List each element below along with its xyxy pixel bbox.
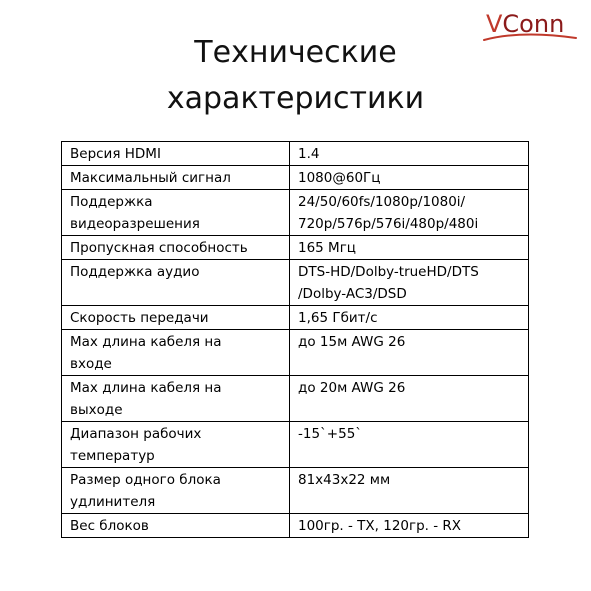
spec-label: Max длина кабеля на выходе	[62, 376, 290, 422]
spec-value: 1,65 Гбит/с	[290, 306, 529, 330]
spec-label: Диапазон рабочих температур	[62, 422, 290, 468]
logo-letter-v: V	[486, 10, 503, 38]
table-row	[62, 306, 529, 330]
specifications-table	[61, 141, 529, 538]
spec-value: 100гр. - TX, 120гр. - RX	[290, 514, 529, 538]
page-title-line-1: Технические	[194, 35, 397, 70]
spec-label: Вес блоков	[62, 514, 290, 538]
spec-label: Размер одного блока удлинителя	[62, 468, 290, 514]
spec-value: до 15м AWG 26	[290, 330, 529, 376]
spec-value: 165 Мгц	[290, 236, 529, 260]
table-row	[62, 330, 529, 376]
table-row	[62, 468, 529, 514]
spec-value: 1.4	[290, 142, 529, 166]
spec-label: Поддержка видеоразрешения	[62, 190, 290, 236]
spec-value: DTS-HD/Dolby-trueHD/DTS /Dolby-AC3/DSD	[290, 260, 529, 306]
table-row	[62, 514, 529, 538]
spec-value: 24/50/60fs/1080p/1080i/ 720p/576p/576i/480p/480i	[290, 190, 529, 236]
table-row	[62, 166, 529, 190]
table-row	[62, 236, 529, 260]
page-title-line-2: характеристики	[166, 81, 425, 116]
spec-label: Максимальный сигнал	[62, 166, 290, 190]
spec-label: Max длина кабеля на входе	[62, 330, 290, 376]
spec-value: до 20м AWG 26	[290, 376, 529, 422]
spec-value: -15`+55`	[290, 422, 529, 468]
table-row	[62, 190, 529, 236]
table-row	[62, 142, 529, 166]
spec-label: Скорость передачи	[62, 306, 290, 330]
spec-label: Поддержка аудио	[62, 260, 290, 306]
spec-value: 81x43x22 мм	[290, 468, 529, 514]
spec-label: Пропускная способность	[62, 236, 290, 260]
table-row	[62, 376, 529, 422]
table-row	[62, 260, 529, 306]
logo-letters-conn: Conn	[502, 10, 565, 38]
spec-label: Версия HDMI	[62, 142, 290, 166]
table-row	[62, 422, 529, 468]
spec-value: 1080@60Гц	[290, 166, 529, 190]
page-title	[0, 30, 591, 122]
